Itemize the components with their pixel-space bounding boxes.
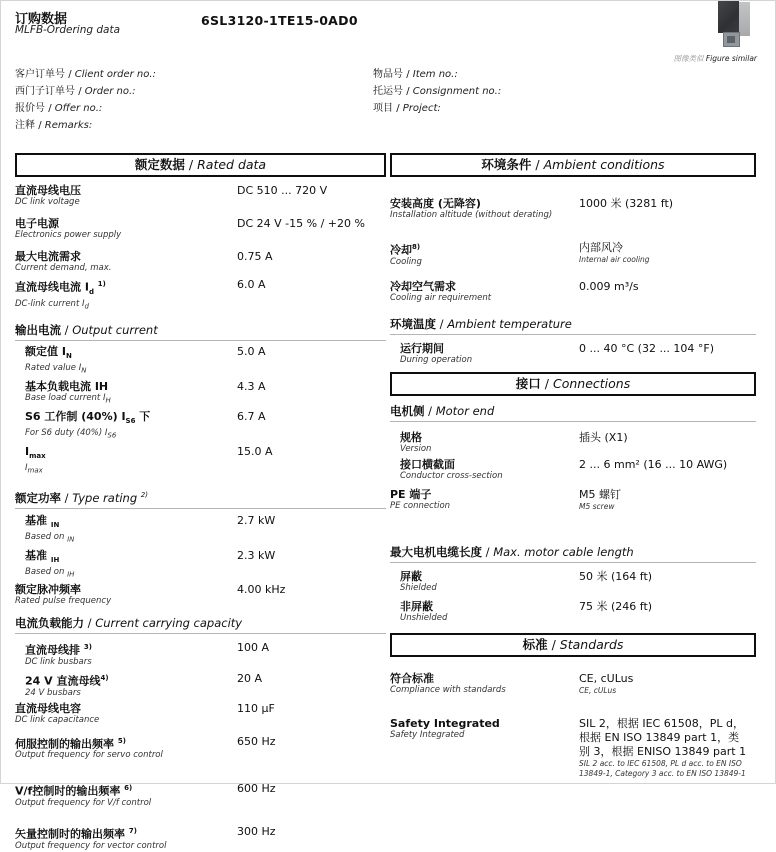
product-image-connector-detail	[727, 36, 735, 43]
row-dc-link-current: 直流母线电流 $I_d$ $^{1)}$ DC-link current $I_d$ 6.0 A	[15, 278, 386, 313]
value-output-frequency-vf: 600 Hz	[237, 782, 276, 796]
field-consignment-no: 托运号 / Consignment no.:	[373, 86, 502, 97]
value-based-on-ih: 2.3 kW	[237, 548, 276, 562]
row-output-frequency-vf: V/f控制时的输出频率 $^{6)}$ Output frequency for V/f control 600 Hz	[15, 782, 386, 809]
subsection-max-motor-cable-length: 最大电机电缆长度 / Max. motor cable length	[390, 545, 756, 563]
value-base-load-current: 4.3 A	[237, 380, 266, 394]
value-s6-duty: 6.7 A	[237, 410, 266, 424]
field-order-no: 西门子订单号 / Order no.:	[15, 86, 136, 97]
value-current-demand: 0.75 A	[237, 250, 273, 263]
section-header-ambient-conditions: 环境条件 / Ambient conditions	[390, 153, 756, 177]
row-shielded: 屏蔽 Shielded 50 米 (164 ft)	[390, 570, 756, 594]
row-base-load-current: 基本负载电流 IH Base load current $I_H$ 4.3 A	[15, 380, 386, 407]
value-unshielded: 75 米 (246 ft)	[579, 599, 653, 613]
value-dc-link-current: 6.0 A	[237, 278, 266, 291]
mlfb-part-number: 6SL3120-1TE15-0AD0	[201, 13, 358, 28]
row-current-demand: 最大电流需求 Current demand, max. 0.75 A	[15, 250, 386, 274]
value-rated-pulse-frequency: 4.00 kHz	[237, 583, 286, 597]
value-installation-altitude: 1000 米 (3281 ft)	[579, 197, 674, 210]
section-header-connections: 接口 / Connections	[390, 372, 756, 396]
field-item-no: 物品号 / Item no.:	[373, 69, 458, 80]
row-during-operation: 运行期间 During operation 0 ... 40 °C (32 ... 104 °F)	[390, 342, 756, 366]
value-i-max: 15.0 A	[237, 444, 273, 458]
product-image-side	[739, 2, 750, 36]
row-installation-altitude: 安装高度 (无降容) Installation altitude (without derating) 1000 米 (3281 ft)	[390, 197, 756, 221]
field-project: 项目 / Project:	[373, 103, 441, 114]
row-rated-pulse-frequency: 额定脉冲频率 Rated pulse frequency 4.00 kHz	[15, 583, 386, 607]
row-dc-link-voltage: 直流母线电压 DC link voltage DC 510 ... 720 V	[15, 184, 386, 208]
subsection-output-current: 输出电流 / Output current	[15, 323, 386, 341]
row-output-frequency-vector: 矢量控制时的输出频率 $^{7)}$ Output frequency for vector control 300 Hz	[15, 825, 386, 852]
value-output-frequency-vector: 300 Hz	[237, 825, 276, 839]
row-24v-busbars: 24 V 直流母线$^{4)}$ 24 V busbars 20 A	[15, 672, 386, 699]
row-rated-value: 额定值 $I_N$ Rated value $I_N$ 5.0 A	[15, 345, 386, 377]
row-cooling-air-requirement: 冷却空气需求 Cooling air requirement 0.009 m³/s	[390, 280, 756, 304]
value-version: 插头 (X1)	[579, 430, 628, 444]
value-cooling-air-requirement: 0.009 m³/s	[579, 279, 639, 293]
figure-similar-caption: 图像类似 Figure similar	[673, 54, 757, 63]
value-based-on-in: 2.7 kW	[237, 513, 276, 527]
value-output-frequency-servo: 650 Hz	[237, 734, 276, 748]
section-header-standards: 标准 / Standards	[390, 633, 756, 657]
value-dc-link-capacitance: 110 µF	[237, 701, 275, 715]
rated-data-column	[15, 153, 386, 852]
value-rated-value: 5.0 A	[237, 344, 266, 358]
subsection-motor-end: 电机侧 / Motor end	[390, 404, 756, 422]
value-dc-link-voltage: DC 510 ... 720 V	[237, 184, 328, 197]
product-image-connector	[723, 32, 740, 47]
ambient-conditions-column	[390, 153, 756, 778]
row-pe-connection: PE 端子 PE connection M5 螺钉 M5 screw	[390, 488, 756, 512]
value-24v-busbars: 20 A	[237, 672, 263, 686]
value-compliance: CE, cULus CE, cULus	[579, 671, 634, 695]
field-remarks: 注释 / Remarks:	[15, 120, 93, 131]
value-conductor-cross-section: 2 ... 6 mm² (16 ... 10 AWG)	[579, 457, 728, 471]
page-title-zh: 订购数据	[15, 12, 68, 27]
subsection-ambient-temperature: 环境温度 / Ambient temperature	[390, 317, 756, 335]
value-during-operation: 0 ... 40 °C (32 ... 104 °F)	[579, 341, 715, 355]
product-image-body	[718, 1, 739, 33]
row-electronics-power-supply: 电子电源 Electronics power supply DC 24 V -15 % / +20 %	[15, 217, 386, 241]
value-shielded: 50 米 (164 ft)	[579, 569, 653, 583]
row-dc-link-capacitance: 直流母线电容 DC link capacitance 110 µF	[15, 702, 386, 726]
row-based-on-ih: 基准 $_{IH}$ Based on $_{IH}$ 2.3 kW	[15, 549, 386, 581]
row-compliance: 符合标准 Compliance with standards CE, cULus CE, cULus	[390, 672, 756, 696]
field-offer-no: 报价号 / Offer no.:	[15, 103, 103, 114]
field-client-order-no: 客户订单号 / Client order no.:	[15, 69, 156, 80]
order-fields-right	[373, 68, 501, 119]
value-electronics-power-supply: DC 24 V -15 % / +20 %	[237, 217, 365, 230]
subsection-current-carrying-capacity: 电流负载能力 / Current carrying capacity	[15, 616, 386, 634]
row-s6-duty: S6 工作制 (40%) $I_{S6}$ 下 For S6 duty (40%) $I_{S6}$ 6.7 A	[15, 410, 386, 442]
row-version: 规格 Version 插头 (X1)	[390, 431, 756, 455]
row-conductor-cross-section: 接口横截面 Conductor cross-section 2 ... 6 mm² (16 ... 10 AWG)	[390, 458, 756, 482]
subsection-type-rating: 额定功率 / Type rating $^{2)}$	[15, 488, 386, 509]
value-dc-link-busbars: 100 A	[237, 641, 270, 655]
value-cooling: 内部风冷 Internal air cooling	[579, 241, 650, 264]
row-dc-link-busbars: 直流母线排 $^{3)}$ DC link busbars 100 A	[15, 641, 386, 668]
order-fields-left	[15, 68, 156, 136]
value-safety-integrated: SIL 2，根据 IEC 61508，PL d，根据 EN ISO 13849 part 1，类别 3，根据 ENISO 13849 part 1 SIL 2 acc. to IEC 61508, PL d acc. to EN ISO 13849-1, Category 3 acc. to EN ISO 13849-1	[579, 716, 747, 778]
value-pe-connection: M5 螺钉 M5 screw	[579, 487, 621, 511]
page-title-en: MLFB-Ordering data	[15, 24, 121, 36]
row-based-on-in: 基准 $_{IN}$ Based on $_{IN}$ 2.7 kW	[15, 514, 386, 546]
product-image	[714, 1, 758, 51]
row-cooling: 冷却$^{8)}$ Cooling 内部风冷 Internal air cooling	[390, 241, 756, 268]
section-header-rated-data: 额定数据 / Rated data	[15, 153, 386, 177]
row-i-max: $I_{max}$ $I_{max}$ 15.0 A	[15, 445, 386, 477]
row-output-frequency-servo: 伺服控制的输出频率 $^{5)}$ Output frequency for servo control 650 Hz	[15, 735, 386, 762]
row-unshielded: 非屏蔽 Unshielded 75 米 (246 ft)	[390, 600, 756, 624]
row-safety-integrated: Safety Integrated Safety Integrated SIL 2，根据 IEC 61508，PL d，根据 EN ISO 13849 part 1，类别 3，根据 ENISO 13849 part 1 SIL 2 acc. to IEC 61508, PL d acc. to EN ISO 13849-1, Category 3 acc. to EN ISO 13849-1	[390, 716, 747, 778]
